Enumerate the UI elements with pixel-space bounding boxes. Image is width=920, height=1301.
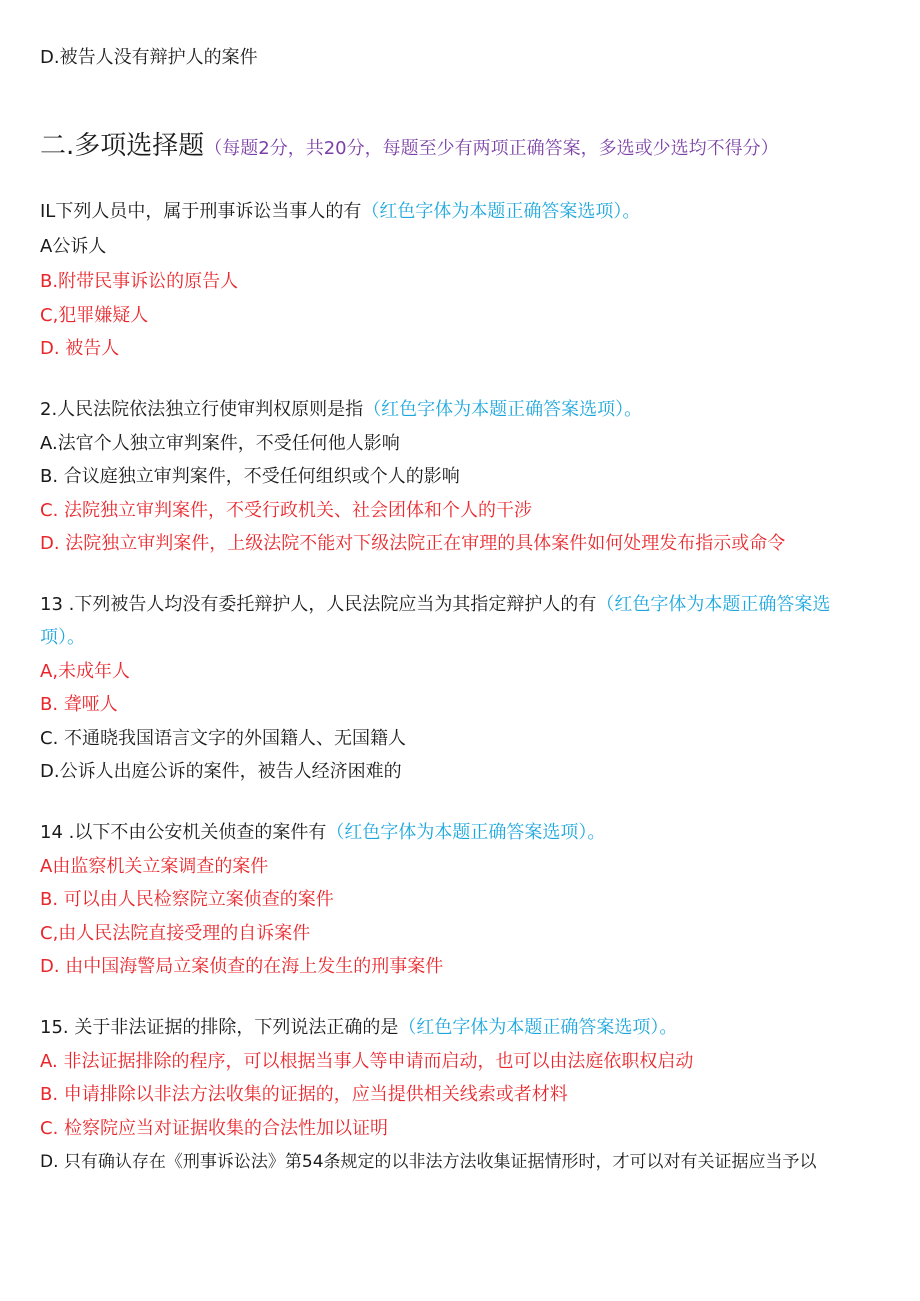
answer-hint: （红色字体为本题正确答案选项）。 bbox=[398, 1017, 678, 1038]
q11-option-c: C,犯罪嫌疑人 bbox=[40, 305, 149, 326]
q12-option-c: C. 法院独立审判案件，不受行政机关、社会团体和个人的干涉 bbox=[40, 500, 533, 521]
answer-hint: （红色字体为本题正确答案选项）。 bbox=[363, 399, 643, 420]
q13-option-c: C. 不通晓我国语言文字的外国籍人、无国籍人 bbox=[40, 728, 407, 749]
q11-option-d: D. 被告人 bbox=[40, 338, 120, 359]
question-stem: 13 .下列被告人均没有委托辩护人，人民法院应当为其指定辩护人的有 bbox=[40, 594, 597, 615]
q11-option-b: B.附带民事诉讼的原告人 bbox=[40, 271, 239, 292]
q12-option-d: D. 法院独立审判案件，上级法院不能对下级法院正在审理的具体案件如何处理发布指示或命令 bbox=[40, 533, 786, 554]
answer-hint: （红色字体为本题正确答案选项）。 bbox=[326, 822, 606, 843]
q13-option-b: B. 聋哑人 bbox=[40, 694, 118, 715]
section-title: 二.多项选择题 bbox=[40, 131, 205, 161]
q12-option-a: A.法官个人独立审判案件，不受任何他人影响 bbox=[40, 433, 400, 454]
q15-option-c: C. 检察院应当对证据收集的合法性加以证明 bbox=[40, 1118, 389, 1139]
q15-option-a: A. 非法证据排除的程序，可以根据当事人等申请而启动，也可以由法庭依职权启动 bbox=[40, 1051, 694, 1072]
question-stem: 15. 关于非法证据的排除，下列说法正确的是 bbox=[40, 1017, 399, 1038]
question-14-stem bbox=[40, 821, 605, 845]
answer-hint: （红色字体为本题正确答案选项）。 bbox=[361, 201, 641, 222]
q15-option-b: B. 申请排除以非法方法收集的证据的，应当提供相关线索或者材料 bbox=[40, 1084, 568, 1105]
question-stem: 2.人民法院依法独立行使审判权原则是指 bbox=[40, 399, 364, 420]
q14-option-a: A由监察机关立案调查的案件 bbox=[40, 856, 269, 877]
answer-hint: （红色字体为本题正确答案选 bbox=[596, 594, 831, 615]
q12-option-b: B. 合议庭独立审判案件，不受任何组织或个人的影响 bbox=[40, 466, 460, 487]
q14-option-b: B. 可以由人民检察院立案侦查的案件 bbox=[40, 889, 334, 910]
question-stem: 14 .以下不由公安机关侦查的案件有 bbox=[40, 822, 327, 843]
q14-option-c: C,由人民法院直接受理的自诉案件 bbox=[40, 923, 311, 944]
q14-option-d: D. 由中国海警局立案侦查的在海上发生的刑事案件 bbox=[40, 956, 444, 977]
question-15-stem bbox=[40, 1016, 677, 1040]
question-12-stem bbox=[40, 398, 642, 422]
section-note: （每题2分，共20分，每题至少有两项正确答案，多选或少选均不得分） bbox=[204, 138, 779, 159]
q11-option-a: A公诉人 bbox=[40, 236, 107, 257]
section-heading bbox=[40, 130, 779, 162]
q13-option-d: D.公诉人出庭公诉的案件，被告人经济困难的 bbox=[40, 761, 402, 782]
question-11-stem bbox=[40, 200, 640, 224]
question-stem: IL下列人员中，属于刑事诉讼当事人的有 bbox=[40, 201, 362, 222]
q13-option-a: A,未成年人 bbox=[40, 661, 131, 682]
question-13-stem bbox=[40, 593, 830, 617]
previous-option-d: D.被告人没有辩护人的案件 bbox=[40, 47, 258, 68]
question-13-stem-cont: 项）。 bbox=[40, 627, 85, 648]
q15-option-d: D. 只有确认存在《刑事诉讼法》第54条规定的以非法方法收集证据情形时，才可以对有关证据应当予以 bbox=[40, 1152, 817, 1172]
